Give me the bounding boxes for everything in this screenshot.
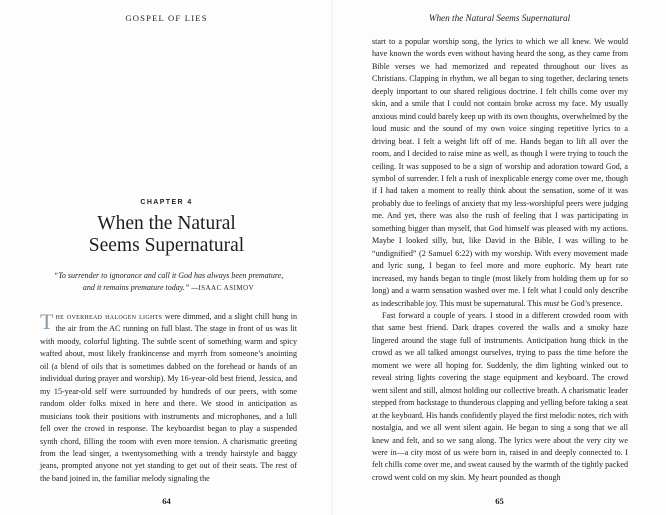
folio-right: 65: [495, 496, 504, 506]
opening-paragraph: [40, 311, 297, 485]
chapter-label: CHAPTER 4: [140, 199, 193, 206]
chapter-title: [0, 213, 333, 257]
running-head-left: GOSPEL OF LIES: [125, 13, 208, 23]
paragraph-1-text: start to a popular worship song, the lyrics to which we all knew. We would have known the words even without having heard the song, as they came from Bible verses we had memorized and repeated throughout our lives as Christians. Clapping in rhythm, we all began to sing together, declaring tenets deeply important to our shared religious doctrine. I felt chills come over my skin, and a smile that I could not contain broke across my face. My usually anxious mind could barely keep up with its own thoughts, overwhelmed by the loud music and the sound of my own voice singing repetitive lyrics to a driving beat. I felt a weight lift off of me. Hands began to lift all over the room, and I decided to raise mine as well, as though I were trying to touch the ceiling. It was supposed to be a sign of worship and adoration toward God, a symbol of surrender. I felt a rush of inexplicable energy come over me, though if I had taken a moment to really think about the sensation, some of it was probably due to feelings of anxiety that my less-worshipful peers were judging me. And yet, there was also the rush of feeling that I was participating in something bigger than myself, that God himself was pleased with my actions. Maybe I looked silly, but, like David in the Bible, I was willing to be “undignified” (2 Samuel 6:22) with my worship. With every movement made and lyric sung, I began to feel more and more euphoric. My heart rate increased, my hands began to tingle (most likely from holding them up for so long) and a warm sensation washed over me. I felt what I could only describe as indescribable joy. This must be supernatural. This: [372, 37, 628, 308]
folio-left: 64: [162, 496, 171, 506]
epigraph: [40, 270, 297, 295]
epigraph-line2-wrap: [40, 282, 297, 295]
paragraph-1: [372, 36, 628, 310]
paragraph-2: Fast forward a couple of years. I stood in a different crowded room with that same best friend. Dark drapes covered the walls and a smoky haze lingered around the stage full of instruments. Anticipation hung thick in the crowd as we all talked amongst ourselves, trying to pass the time before the moment we were all hoping for. Suddenly, the dim lighting winked out to reveal string lights covering the stage equipment and keyboard. The crowd went silent and still, almost holding our collective breath. A charismatic leader stepped from backstage to thunderous clapping and yelling before taking a seat at the keyboard. His hands confidently played the first melodic notes, rich with nostalgia, and we all went silent again. He began to sing a song that we all knew and felt, and so we sang along. The lyrics were about the very city we were in—a city most of us were born in, raised in and deeply connected to. I felt chills come over me, and sweat caused by the warmth of the tightly packed crowd went cold on my skin. My heart pounded as though: [372, 310, 628, 482]
paragraph-1-italic: must: [543, 298, 560, 308]
drop-cap: T: [40, 309, 54, 334]
epigraph-line2: and it remains premature today.” —: [82, 283, 199, 292]
chapter-title-line1: When the Natural: [97, 213, 236, 234]
epigraph-attribution: ISAAC ASIMOV: [198, 285, 255, 292]
opening-paragraph-text: were dimmed, and a slight chill hung in the air from the AC running on full blast. The stage in front of us was lit with moody, colorful lighting. The subtle scent of something warm and spicy wafted about, most likely frankincense and myrrh from someone’s anointing oil (a blend of oils that is sometimes dabbed on the forehead or hands of an individual during prayer and worship). My 16-year-old best friend, Jessica, and my 15-year-old self were surrounded by hundreds of our peers, with some random older folks mixed in here and there. We stood in anticipation as musicians took their positions with instruments and microphones, and a lull fell over the crowd in response. The keyboardist began to play a suspended synth chord, filling the room with even more tension. A charismatic greeting from the lead singer, a twentysomething with a trendy hairstyle and baggy jeans, prompted anyone not yet standing to get out of their seats. The rest of the band joined in, the familiar melody signaling the: [40, 312, 297, 483]
opening-smallcaps: he overhead halogen lights: [55, 312, 163, 321]
right-page: [333, 0, 666, 515]
running-head-right: When the Natural Seems Supernatural: [428, 13, 571, 23]
left-body-text: [40, 311, 297, 485]
right-body-text: [372, 36, 628, 484]
chapter-title-line2: Seems Supernatural: [88, 235, 245, 256]
epigraph-line1: “To surrender to ignorance and call it God has always been premature,: [53, 271, 284, 280]
paragraph-1-end: be God’s presence.: [559, 298, 623, 308]
